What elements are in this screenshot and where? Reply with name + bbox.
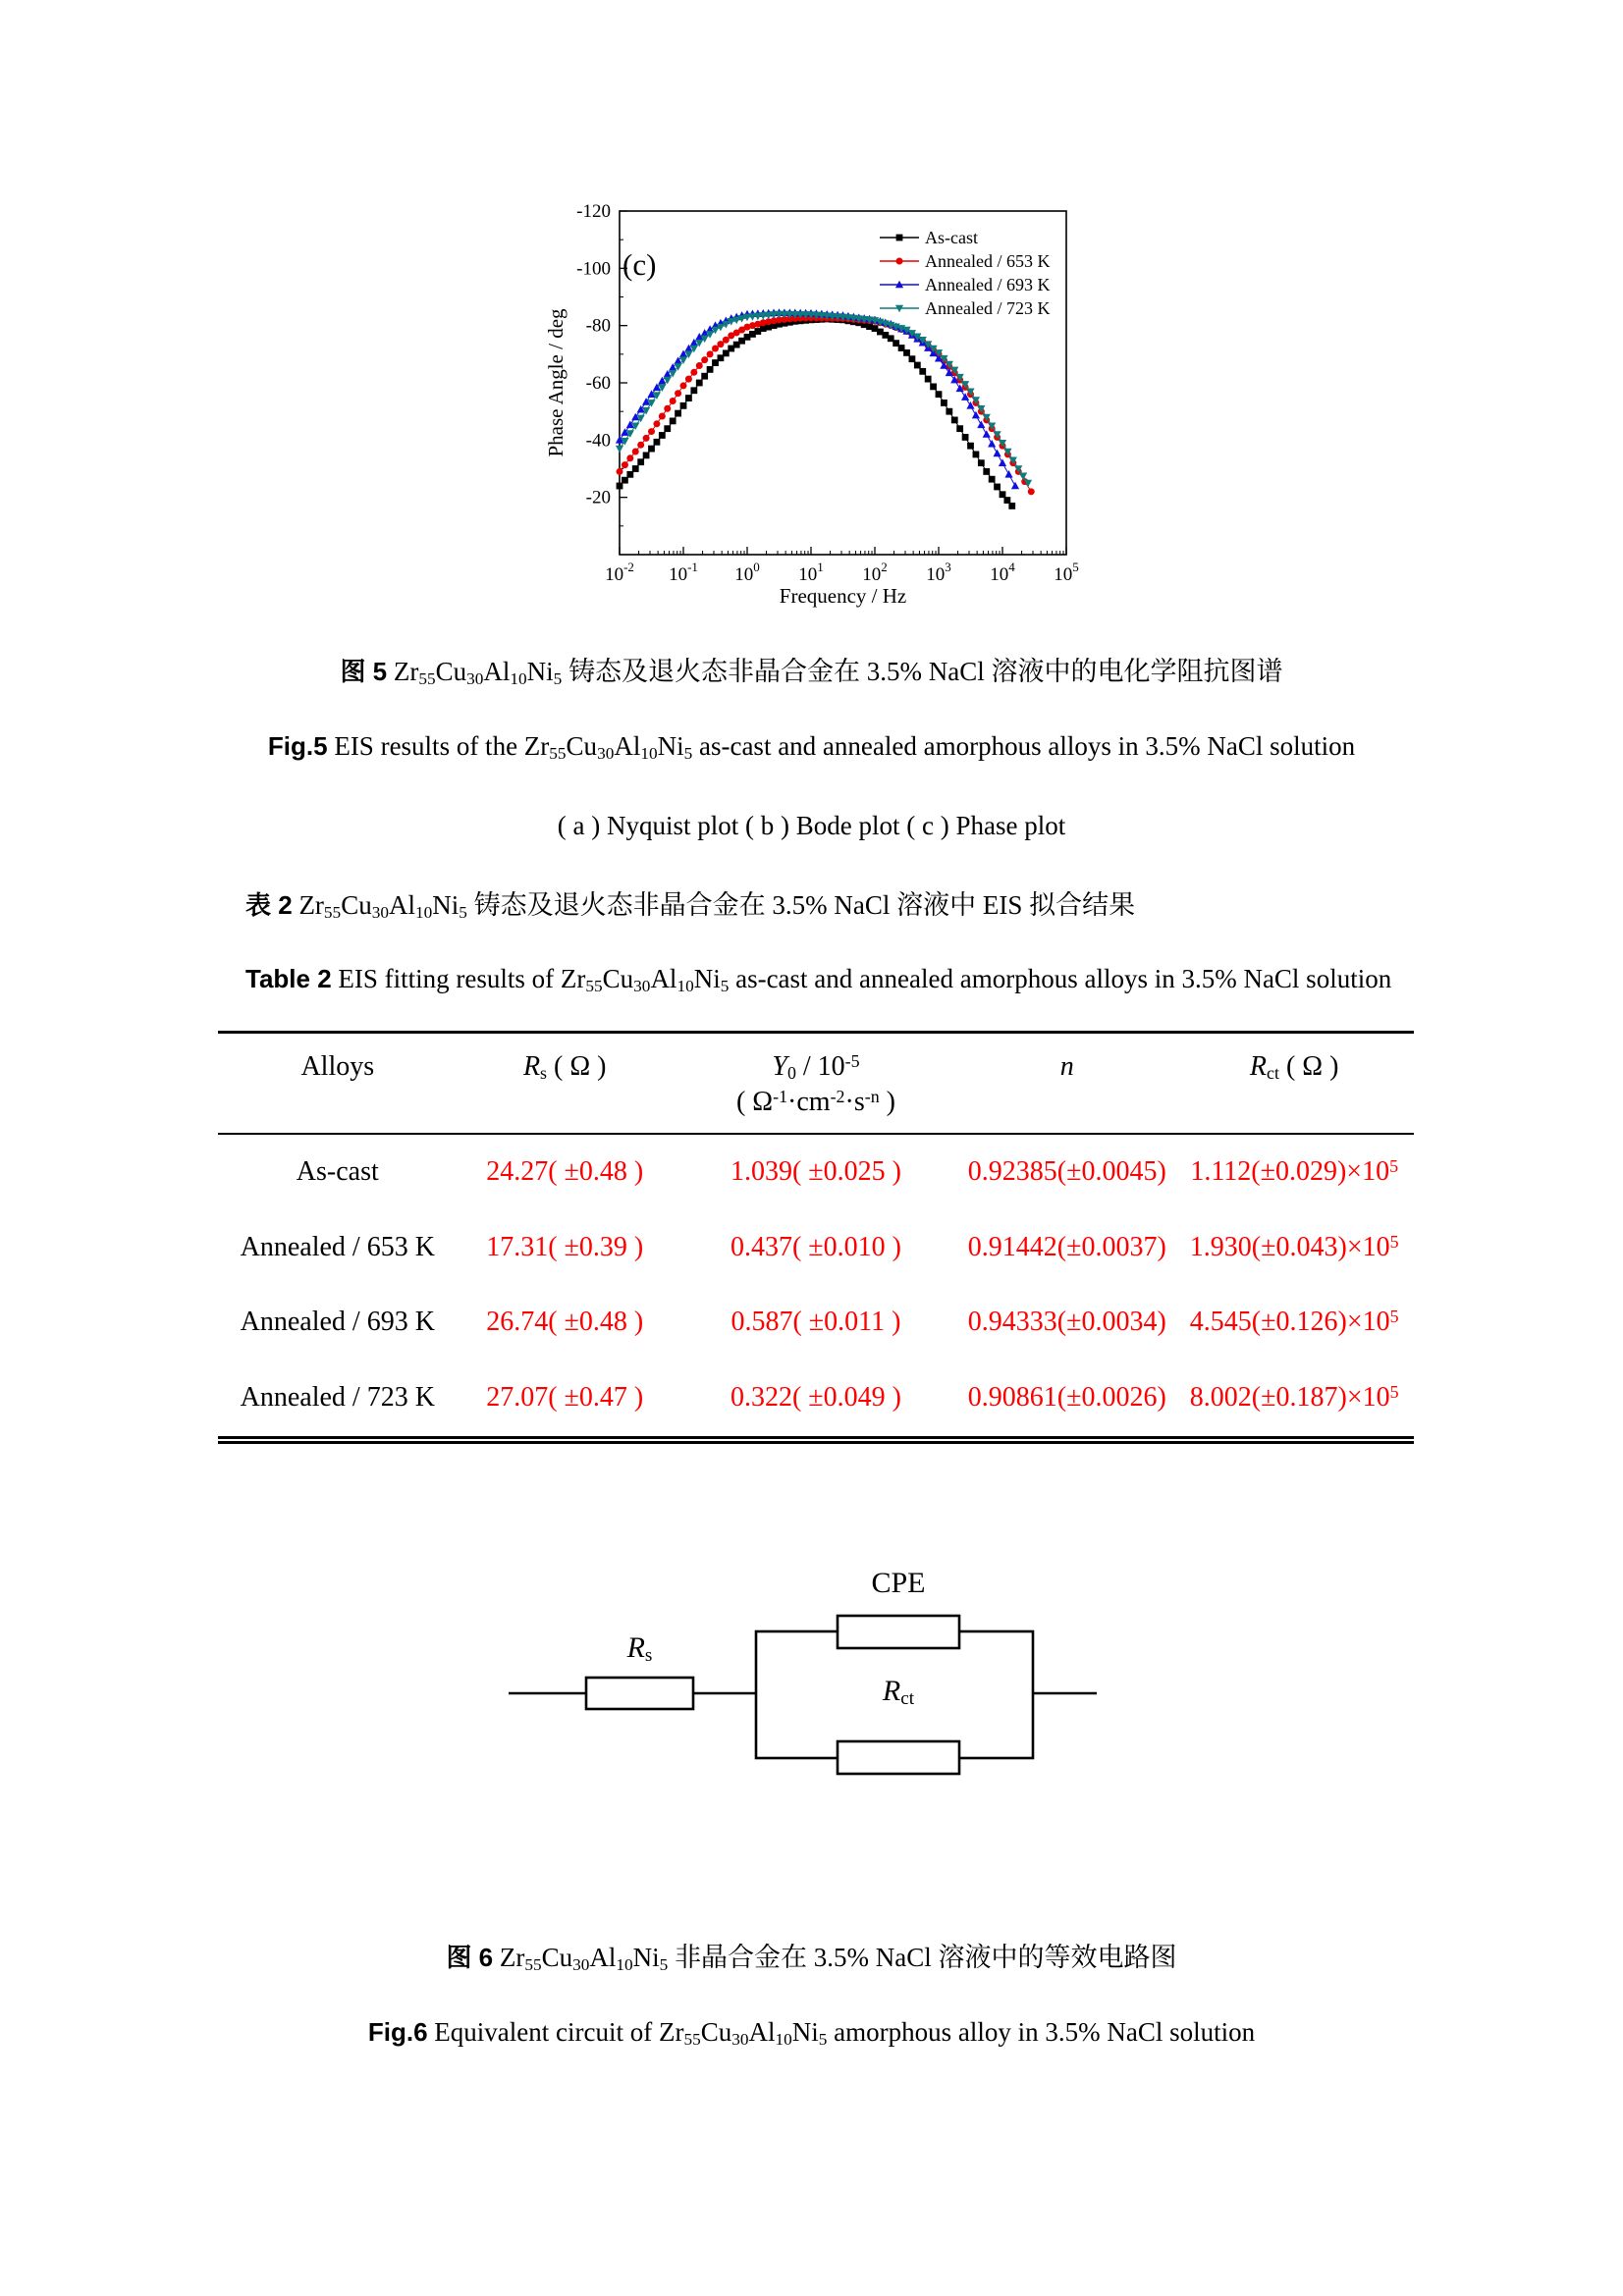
phase-plot-chart [546, 187, 1081, 609]
table-header-row [218, 1033, 1414, 1134]
figure5-subplot-list-text: ( a ) Nyquist plot ( b ) Bode plot ( c ) Phase plot [557, 811, 1066, 840]
n-value-cell: 0.92385(±0.0045) [967, 1155, 1166, 1187]
y-tick-label: -120 [576, 201, 611, 222]
legend-entry-label: Annealed / 723 K [925, 298, 1051, 318]
table2-caption-cn [245, 883, 1135, 922]
series-annealed-693-k [616, 308, 1019, 489]
cpe-label: CPE [871, 1567, 926, 1599]
legend-entry-label: As-cast [925, 228, 978, 247]
rct-resistor-box [838, 1741, 959, 1774]
col-header-y0: $Y_0 / 10^{-5}$ ( $\Omega^{-1}\cdot cm^{-2}\cdot s^{-n}$ ) [673, 1033, 959, 1134]
cpe-element-box [838, 1616, 959, 1648]
rct-label: $R_{ct}$ [882, 1675, 915, 1710]
alloy-name-cell: As-cast [296, 1155, 379, 1187]
x-tick-label: $10^1$ [798, 560, 824, 585]
alloy-name-cell: Annealed / 653 K [240, 1231, 435, 1262]
figure5-caption-en-text: EIS results of the $Zr_{55}Cu_{30}Al_{10}Ni_5$ as-cast and annealed amorphous alloys in 3.5% NaCl solution [327, 731, 1356, 763]
x-tick-label: $10^2$ [862, 560, 888, 585]
table-row [218, 1210, 1414, 1286]
y0-value-cell: 1.039( ±0.025 ) [730, 1155, 901, 1187]
figure6-caption-en-label: Fig.6 [367, 2017, 428, 2047]
table-row [218, 1134, 1414, 1210]
figure5-caption-cn [0, 650, 1623, 688]
panel-label: (c) [622, 247, 657, 282]
legend-entry-label: Annealed / 693 K [925, 275, 1051, 294]
alloy-name-cell: Annealed / 693 K [240, 1307, 435, 1338]
figure6-caption-cn-text: $Zr_{55}Cu_{30}Al_{10}Ni_5$ 非晶合金在 3.5% NaCl 溶液中的等效电路图 [493, 1943, 1177, 1974]
table2-caption-en [245, 964, 1391, 994]
y-tick-label: -60 [585, 373, 611, 394]
rct-value-cell: $1.112(\pm 0.029)\times 10^5$ [1190, 1155, 1399, 1187]
equivalent-circuit-figure [471, 1559, 1159, 1814]
table2-caption-cn-text: $Zr_{55}Cu_{30}Al_{10}Ni_5$ 铸态及退火态非晶合金在 3.5% NaCl 溶液中 EIS 拟合结果 [292, 890, 1136, 922]
y0-value-cell: 0.322( ±0.049 ) [673, 1361, 959, 1440]
legend [880, 228, 1050, 318]
figure5-subplot-list [0, 811, 1623, 841]
rs-label: $R_s$ [626, 1631, 653, 1667]
col-header-rct: $R_{ct}$ ( Ω ) [1174, 1033, 1414, 1134]
x-tick-label: $10^0$ [734, 560, 760, 585]
figure6-caption-en-text: Equivalent circuit of $Zr_{55}Cu_{30}Al_{10}Ni_5$ amorphous alloy in 3.5% NaCl solution [427, 2017, 1256, 2049]
table2-caption-en-label: Table 2 [245, 964, 332, 993]
figure6-caption-en [0, 2017, 1623, 2048]
table-row [218, 1361, 1414, 1440]
n-value-cell: 0.94333(±0.0034) [967, 1307, 1166, 1338]
rs-value-cell: 17.31( ±0.39 ) [486, 1231, 644, 1262]
rct-value-cell: $8.002(\pm 0.187)\times 10^5$ [1174, 1361, 1414, 1440]
rs-value-cell: 27.07( ±0.47 ) [458, 1361, 673, 1440]
series-annealed-723-k [616, 311, 1032, 488]
col-header-n: n [959, 1033, 1174, 1134]
y-tick-label: -80 [585, 315, 611, 337]
phase-plot-figure [546, 187, 1081, 609]
figure6-caption-cn [0, 1936, 1623, 1974]
series-as-cast [617, 316, 1016, 509]
x-axis-title: Frequency / Hz [779, 584, 907, 608]
col-header-alloys: Alloys [218, 1033, 458, 1134]
table2-caption-cn-label: 表 2 [245, 890, 293, 920]
figure5-caption-cn-text: $Zr_{55}Cu_{30}Al_{10}Ni_5$ 铸态及退火态非晶合金在 3.5% NaCl 溶液中的电化学阻抗图谱 [387, 657, 1283, 688]
figure5-caption-en [0, 731, 1623, 762]
figure5-caption-en-label: Fig.5 [267, 731, 328, 761]
y-axis-title: Phase Angle / deg [546, 308, 568, 457]
rct-value-cell: $1.930(\pm 0.043)\times 10^5$ [1189, 1231, 1399, 1262]
equivalent-circuit-diagram [471, 1559, 1159, 1814]
y-tick-label: -20 [585, 487, 611, 508]
x-tick-label: $10^{-1}$ [669, 560, 698, 585]
y0-value-cell: 0.587( ±0.011 ) [730, 1307, 901, 1338]
x-tick-label: $10^5$ [1054, 560, 1079, 585]
n-value-cell: 0.91442(±0.0037) [967, 1231, 1166, 1262]
rs-value-cell: 26.74( ±0.48 ) [486, 1307, 644, 1338]
x-tick-label: $10^{-2}$ [605, 560, 634, 585]
figure5-caption-cn-label: 图 5 [340, 657, 388, 686]
table2-caption-en-text: EIS fitting results of $Zr_{55}Cu_{30}Al_{10}Ni_5$ as-cast and annealed amorphous alloys in 3.5% NaCl solution [331, 964, 1392, 995]
alloy-name-cell: Annealed / 723 K [218, 1361, 458, 1440]
table-row [218, 1285, 1414, 1361]
y-tick-label: -100 [576, 258, 611, 280]
y0-value-cell: 0.437( ±0.010 ) [730, 1231, 901, 1262]
col-header-rs: $R_s$ ( Ω ) [458, 1033, 673, 1134]
x-tick-label: $10^4$ [990, 560, 1015, 585]
rct-value-cell: $4.545(\pm 0.126)\times 10^5$ [1189, 1307, 1399, 1338]
rs-value-cell: 24.27( ±0.48 ) [486, 1155, 644, 1187]
eis-fitting-table [218, 1031, 1414, 1444]
legend-entry-label: Annealed / 653 K [925, 251, 1051, 271]
y-tick-label: -40 [585, 430, 611, 452]
n-value-cell: 0.90861(±0.0026) [959, 1361, 1174, 1440]
figure6-caption-cn-label: 图 6 [446, 1943, 494, 1972]
x-tick-label: $10^3$ [926, 560, 951, 585]
rs-resistor-box [586, 1678, 693, 1709]
